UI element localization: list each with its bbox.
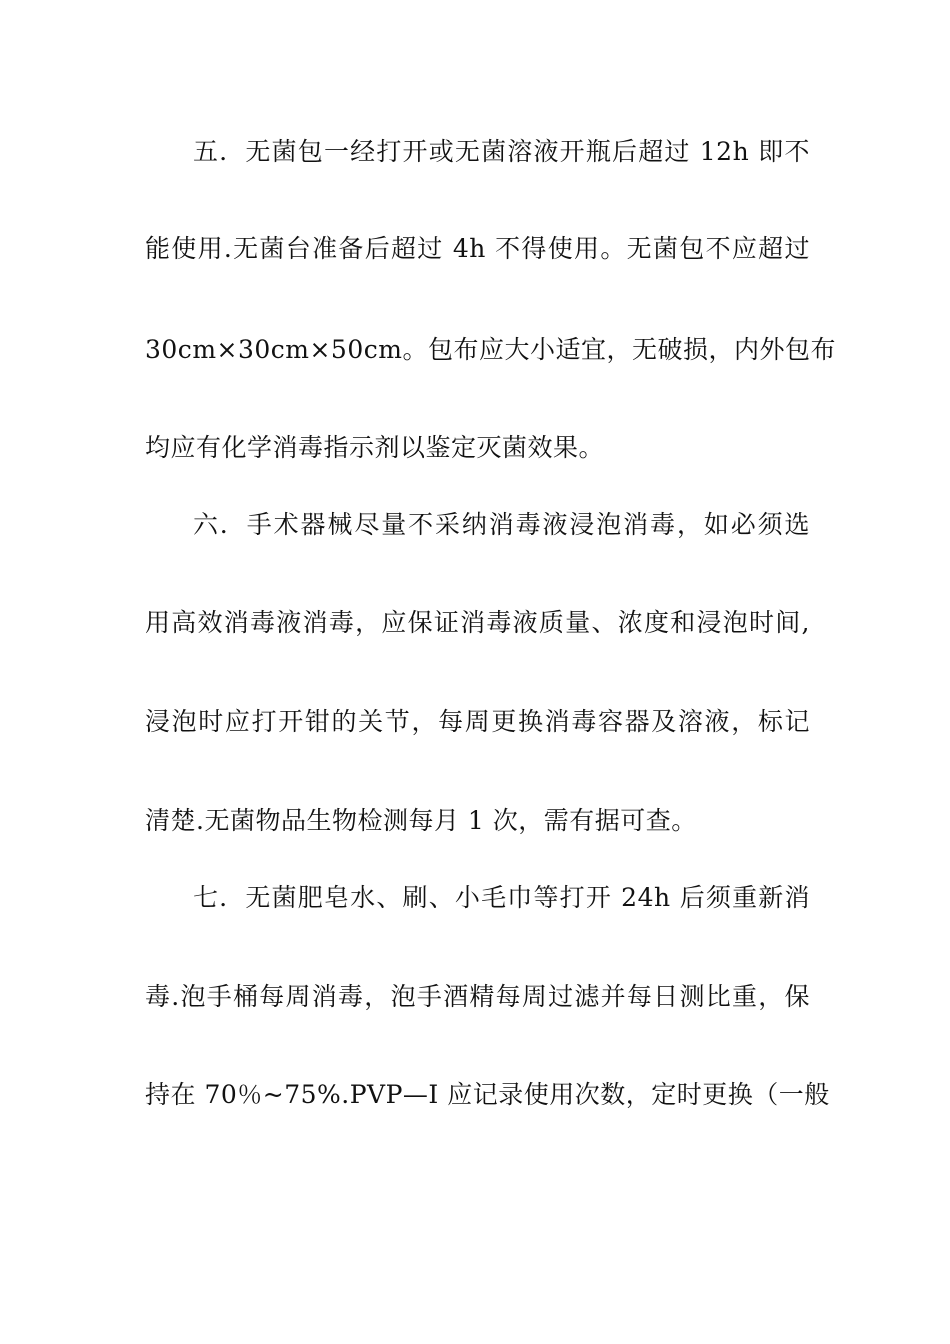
paragraph-6-line-2: 用高效消毒液消毒，应保证消毒液质量、浓度和浸泡时间,	[145, 608, 810, 637]
paragraph-6-line-3: 浸泡时应打开钳的关节，每周更换消毒容器及溶液，标记	[145, 707, 810, 736]
paragraph-5-line-3: 30cm×30cm×50cm。包布应大小适宜，无破损，内外包布	[145, 335, 836, 364]
paragraph-6-line-4: 清楚.无菌物品生物检测每月 1 次，需有据可查。	[145, 806, 697, 835]
paragraph-5-line-2: 能使用.无菌台准备后超过 4h 不得使用。无菌包不应超过	[145, 234, 810, 263]
paragraph-5-line-1: 五．无菌包一经打开或无菌溶液开瓶后超过 12h 即不	[193, 137, 810, 166]
paragraph-5-line-4: 均应有化学消毒指示剂以鉴定灭菌效果。	[145, 433, 605, 462]
paragraph-7-line-1: 七．无菌肥皂水、刷、小毛巾等打开 24h 后须重新消	[193, 883, 810, 912]
paragraph-6-line-1: 六．手术器械尽量不采纳消毒液浸泡消毒，如必须选	[193, 510, 810, 539]
paragraph-7-line-3: 持在 70％~75%.PVP—I 应记录使用次数，定时更换（一般	[145, 1080, 830, 1109]
paragraph-7-line-2: 毒.泡手桶每周消毒，泡手酒精每周过滤并每日测比重，保	[145, 982, 810, 1011]
